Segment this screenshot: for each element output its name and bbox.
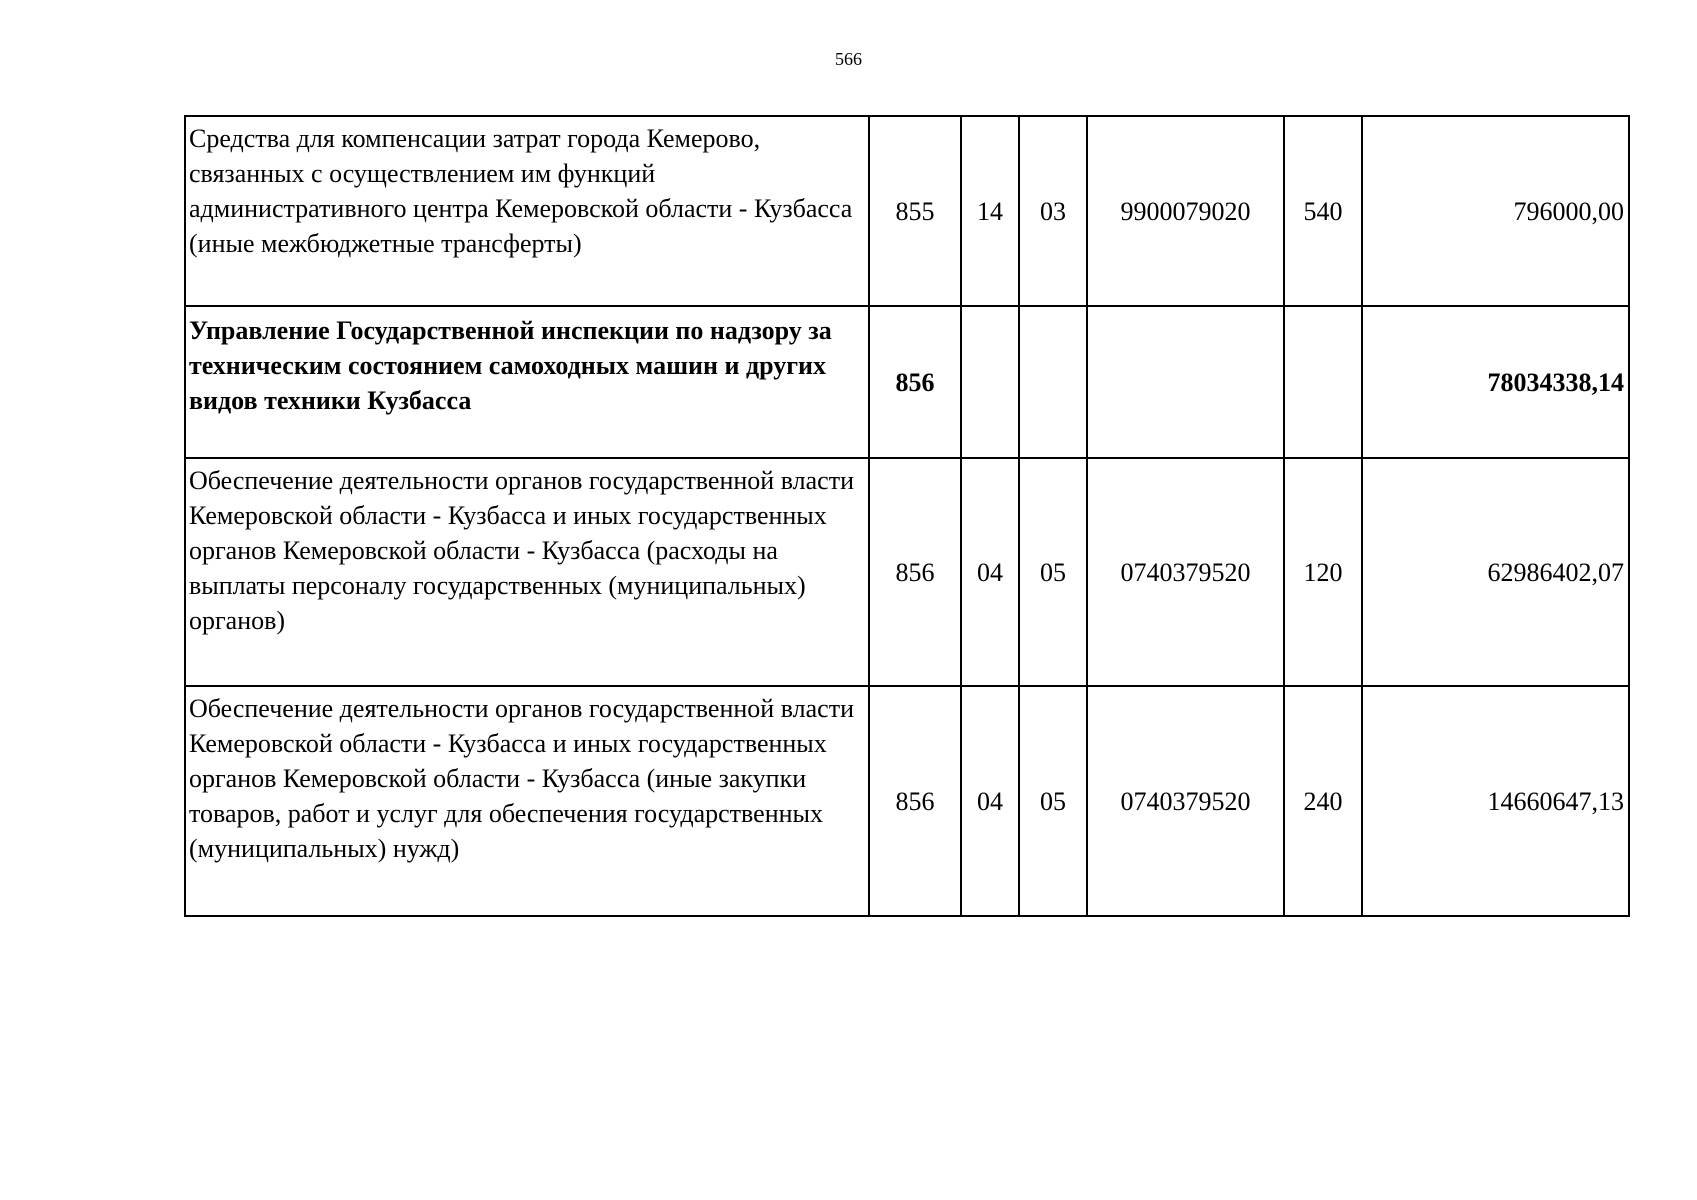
section-code: 14: [961, 116, 1019, 306]
amount: 796000,00: [1362, 116, 1629, 306]
target-article-code: 9900079020: [1087, 116, 1284, 306]
target-article-code: [1087, 306, 1284, 458]
subsection-code: 05: [1019, 458, 1087, 686]
ministry-code: 855: [869, 116, 961, 306]
subsection-code: 03: [1019, 116, 1087, 306]
amount: 78034338,14: [1362, 306, 1629, 458]
expense-type-code: 540: [1284, 116, 1362, 306]
target-article-code: 0740379520: [1087, 686, 1284, 916]
section-code: 04: [961, 686, 1019, 916]
ministry-code: 856: [869, 306, 961, 458]
amount: 62986402,07: [1362, 458, 1629, 686]
section-code: [961, 306, 1019, 458]
expense-type-code: [1284, 306, 1362, 458]
row-name: Обеспечение деятельности органов государственной власти Кемеровской области - Кузбасса и иных государственных органов Кемеровской области - Кузбасса (иные закупки товаров, работ и услуг для обеспечения государственных (муниципальных) нужд): [185, 686, 869, 916]
amount: 14660647,13: [1362, 686, 1629, 916]
row-name: Обеспечение деятельности органов государственной власти Кемеровской области - Кузбасса и иных государственных органов Кемеровской области - Кузбасса (расходы на выплаты персоналу государственных (муниципальных) органов): [185, 458, 869, 686]
subsection-code: [1019, 306, 1087, 458]
page-number: 566: [835, 49, 862, 69]
ministry-code: 856: [869, 458, 961, 686]
table-row: [185, 306, 1629, 458]
budget-table: [184, 115, 1630, 917]
table-row: [185, 686, 1629, 916]
target-article-code: 0740379520: [1087, 458, 1284, 686]
row-name: Управление Государственной инспекции по надзору за техническим состоянием самоходных машин и других видов техники Кузбасса: [185, 306, 869, 458]
ministry-code: 856: [869, 686, 961, 916]
table-row: [185, 458, 1629, 686]
expense-type-code: 240: [1284, 686, 1362, 916]
subsection-code: 05: [1019, 686, 1087, 916]
expense-type-code: 120: [1284, 458, 1362, 686]
row-name: Средства для компенсации затрат города Кемерово, связанных с осуществлением им функций административного центра Кемеровской области - Кузбасса (иные межбюджетные трансферты): [185, 116, 869, 306]
table-row: [185, 116, 1629, 306]
section-code: 04: [961, 458, 1019, 686]
